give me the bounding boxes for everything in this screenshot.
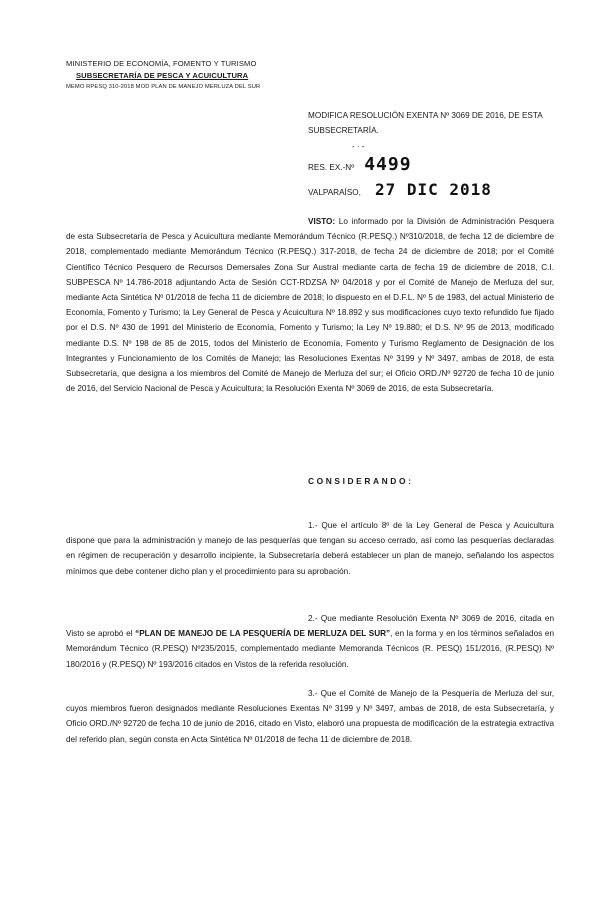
resolution-number-stamp: 4499 (364, 154, 412, 175)
visto-text: Lo informado por la División de Administración Pesquera de esta Subsecretaría de Pesca y Acuicultura mediante Memorándum Técnico (R.PESQ.) Nº310/2018, de fecha 12 de diciembre de 2018, complementado mediante Memorándum Técnico (R.PESQ.) 317-2018, de fecha 24 de diciembre de 2018; por el Comité Científico Técnico Pesquero de Recursos Demersales Zona Sur Austral mediante carta de fecha 19 de diciembre de 2018, C.I. SUBPESCA Nº 14.786-2018 adjuntando Acta de Sesión CCT-RDZSA Nº 04/2018 y por el Comité de Manejo de Merluza del sur, mediante Acta Sintética Nº 01/2018 de fecha 11 de diciembre de 2018; lo dispuesto en el D.F.L. Nº 5 de 1983, del actual Ministerio de Economía, Fomento y Turismo; la Ley General de Pesca y Acuicultura Nº 18.892 y sus modificaciones cuyo texto refundido fue fijado por el D.S. Nº 430 de 1991 del Ministerio de Economía, Fomento y Turismo; la Ley Nº 19.880; el D.S. Nº 95 de 2013, modificado mediante D.S. Nº 198 de 85 de 2015, todos del Ministerio de Economía, Fomento y Turismo Reglamento de Designación de los Integrantes y Funcionamiento de los Comités de Manejo; las Resoluciones Exentas Nº 3199 y Nº 3497, ambas de 2018, de esta Subsecretaría, que designa a los miembros del Comité de Manejo de Merluza del sur; el Oficio ORD./Nº 92720 de fecha 10 de junio de 2016, del Servicio Nacional de Pesca y Acuicultura; la Resolución Exenta Nº 3069 de 2016, de esta Subsecretaría. (66, 217, 554, 394)
visto-paragraph (66, 214, 554, 396)
resolution-label: RES. EX.-Nº (308, 163, 355, 172)
visto-lead: VISTO: (308, 217, 336, 226)
p2-plan-title: “PLAN DE MANEJO DE LA PESQUERÍA DE MERLUZA DEL SUR” (135, 629, 391, 639)
considerando-heading: CONSIDERANDO: (308, 476, 414, 486)
subsecretaria-name: SUBSECRETARÍA DE PESCA Y ACUICULTURA (76, 71, 249, 80)
considerando-paragraph-3: 3.- Que el Comité de Manejo de la Pesquería de Merluza del sur, cuyos miembros fueron designados mediante Resoluciones Exentas Nº 3199 y Nº 3497, ambas de 2018, de esta Subsecretaría, y Oficio ORD./Nº 92720 de fecha 10 de junio de 2016, citado en Visto, elaboró una propuesta de modificación de la estrategia extractiva del referido plan, según consta en Acta Sintética Nº 01/2018 de fecha 11 de diciembre de 2018. (66, 689, 554, 744)
date-stamp: 27 DIC 2018 (374, 180, 492, 199)
memo-reference: MEMO RPESQ 310-2018 MOD PLAN DE MANEJO MERLUZA DEL SUR (66, 84, 261, 90)
considerando-paragraph-1: 1.- Que el artículo 8º de la Ley General de Pesca y Acuicultura dispone que para la administración y manejo de las pesquerías que tengan su acceso cerrado, así como las pesquerías declaradas en régimen de recuperación y desarrollo incipiente, la Subsecretaría deberá establecer un plan de manejo, señalando los aspectos mínimos que debe contener dicho plan y el procedimiento para su aprobación. (66, 521, 554, 576)
place-label: VALPARAÍSO, (308, 188, 361, 197)
document-subject: MODIFICA RESOLUCIÓN EXENTA Nº 3069 DE 2016, DE ESTA SUBSECRETARÍA. (308, 111, 543, 135)
stamp-mark: - · - (352, 142, 365, 151)
ministry-name: MINISTERIO DE ECONOMÍA, FOMENTO Y TURISMO (66, 59, 257, 68)
p2-text-a: 2.- Que mediante Resolución Exenta Nº 3069 de 2016, citada en Visto se aprobó el (66, 614, 554, 639)
place-date-line (308, 180, 492, 199)
resolution-number-line (308, 142, 412, 175)
p2-text-b: , en la forma y en los términos señalados en Memorándum Técnico (R.PESQ) Nº235/2015, complementado mediante Memoranda Técnicos (R. PESQ) 151/2016, (R.PESQ) Nº 180/2016 y (R.PESQ) Nº 193/2016 citados en Vistos de la referida resolución. (66, 629, 554, 669)
considerando-paragraph-2 (66, 611, 554, 672)
